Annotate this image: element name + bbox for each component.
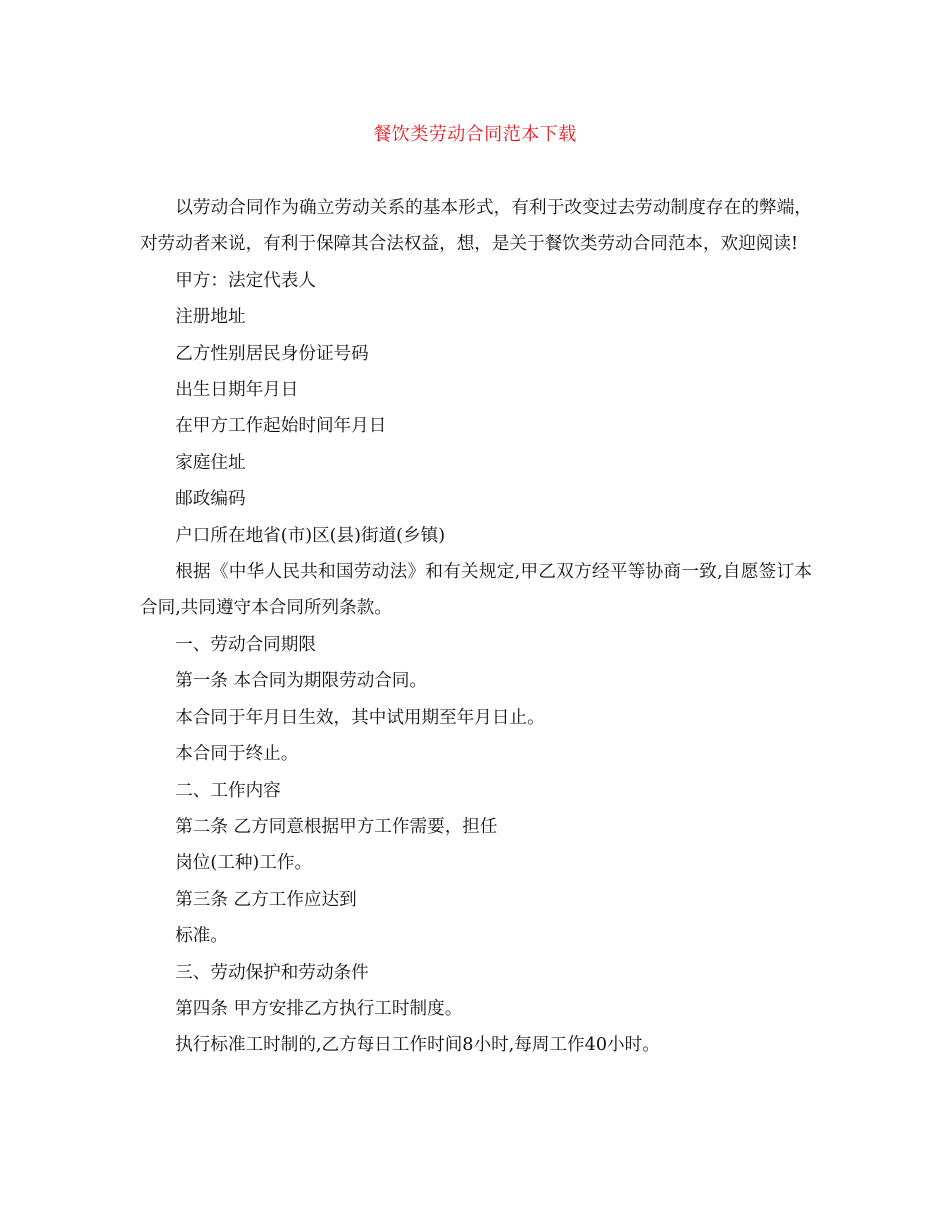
- document-title: 餐饮类劳动合同范本下载: [373, 124, 577, 145]
- document-paragraph: 家庭住址: [175, 452, 246, 473]
- document-paragraph: 第二条 乙方同意根据甲方工作需要，担任: [175, 816, 498, 837]
- document-paragraph: 邮政编码: [175, 489, 246, 510]
- document-paragraph: 在甲方工作起始时间年月日: [175, 416, 387, 437]
- document-paragraph: 二、工作内容: [175, 780, 281, 801]
- document-paragraph: 注册地址: [175, 307, 246, 328]
- document-paragraph: 户口所在地省(市)区(县)街道(乡镇): [175, 525, 446, 546]
- document-paragraph: 本合同于年月日生效，其中试用期至年月日止。: [175, 707, 545, 728]
- document-paragraph: 第四条 甲方安排乙方执行工时制度。: [175, 998, 463, 1019]
- document-paragraph: 岗位(工种)工作。: [175, 853, 313, 874]
- document-paragraph: 本合同于终止。: [175, 744, 299, 765]
- document-paragraph: 执行标准工时制的,乙方每日工作时间8小时,每周工作40小时。: [175, 1035, 660, 1056]
- document-paragraph: 出生日期年月日: [175, 380, 299, 401]
- document-paragraph: 以劳动合同作为确立劳动关系的基本形式，有利于改变过去劳动制度存在的弊端，对劳动者来说，有利于保障其合法权益，想，是关于餐饮类劳动合同范本，欢迎阅读!: [140, 198, 812, 255]
- document-paragraph: 标准。: [175, 926, 228, 947]
- document-body: [140, 190, 812, 1064]
- document-paragraph: 第一条 本合同为期限劳动合同。: [175, 671, 428, 692]
- document-paragraph: 第三条 乙方工作应达到: [175, 889, 357, 910]
- document-paragraph: 根据《中华人民共和国劳动法》和有关规定,甲乙双方经平等协商一致,自愿签订本合同,共同遵守本合同所列条款。: [140, 562, 812, 619]
- document-paragraph: 三、劳动保护和劳动条件: [175, 962, 369, 983]
- document-paragraph: 甲方：法定代表人: [175, 270, 316, 291]
- document-paragraph: 乙方性别居民身份证号码: [175, 343, 369, 364]
- document-paragraph: 一、劳动合同期限: [175, 634, 316, 655]
